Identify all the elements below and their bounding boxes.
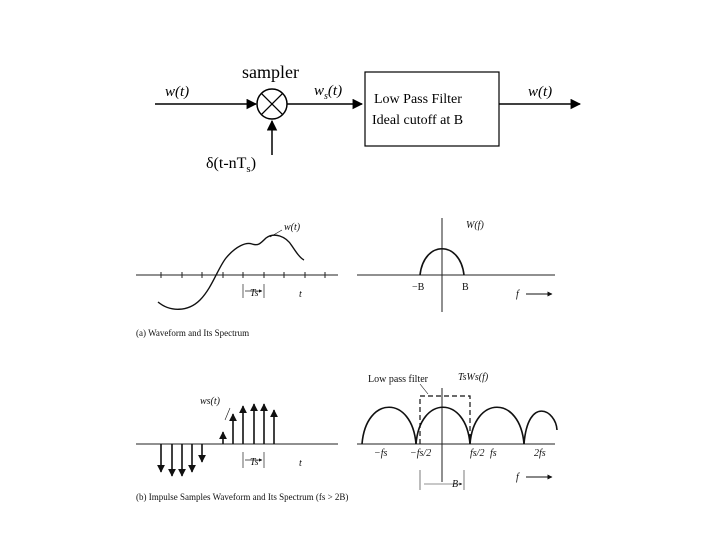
svg-text:−fs/2: −fs/2 [410,448,432,459]
t-axis-label: t [299,289,302,300]
low-pass-filter-block [365,72,499,146]
filter-label-line2: Ideal cutoff at B [372,113,464,128]
frequency-tick-labels [374,448,546,459]
waveform-curve [158,235,304,309]
panel-a-caption: (a) Waveform and Its Spectrum [136,328,250,338]
multiplier-icon [257,89,287,119]
output-signal-label: w(t) [528,84,553,100]
pos-b-label: B [462,282,469,293]
input-signal-label: w(t) [165,84,190,100]
neg-b-label: −B [412,282,425,293]
svg-text:2fs: 2fs [534,448,546,459]
panel-b [136,372,557,502]
f-axis-label: f [516,289,519,300]
impulse-train-label: $\delta(t-nT_s)$ [206,155,257,175]
panel-a [136,218,555,338]
ts-label-b: Ts [250,457,259,468]
svg-text:fs: fs [490,448,497,459]
filter-label-line1: Low Pass Filter [374,92,462,107]
spectrum-plot [357,218,555,312]
f-axis-label-b: f [516,472,519,483]
svg-text:−fs: −fs [374,448,388,459]
replicated-lobes [362,407,557,444]
waveform-label: w(t) [284,222,301,233]
sampler-label: sampler [242,62,299,82]
sampled-waveform-label: ws(t) [200,396,220,407]
sampled-spectrum-plot [357,372,557,490]
sampled-signal-label: $w_s(t)$ [314,83,343,102]
b-label: B [452,479,459,490]
sampled-spectrum-label: TsWs(f) [458,372,489,383]
filter-tag: Low pass filter [368,374,428,385]
panel-b-caption: (b) Impulse Samples Waveform and Its Spectrum (fs > 2B) [136,492,349,502]
t-axis-label-b: t [299,458,302,469]
block-diagram [155,62,580,175]
spectrum-label: W(f) [466,220,484,231]
waveform-plot [136,222,338,309]
sampled-waveform-plot [136,396,338,476]
svg-text:fs/2: fs/2 [470,448,485,459]
ts-label: Ts [250,288,259,299]
